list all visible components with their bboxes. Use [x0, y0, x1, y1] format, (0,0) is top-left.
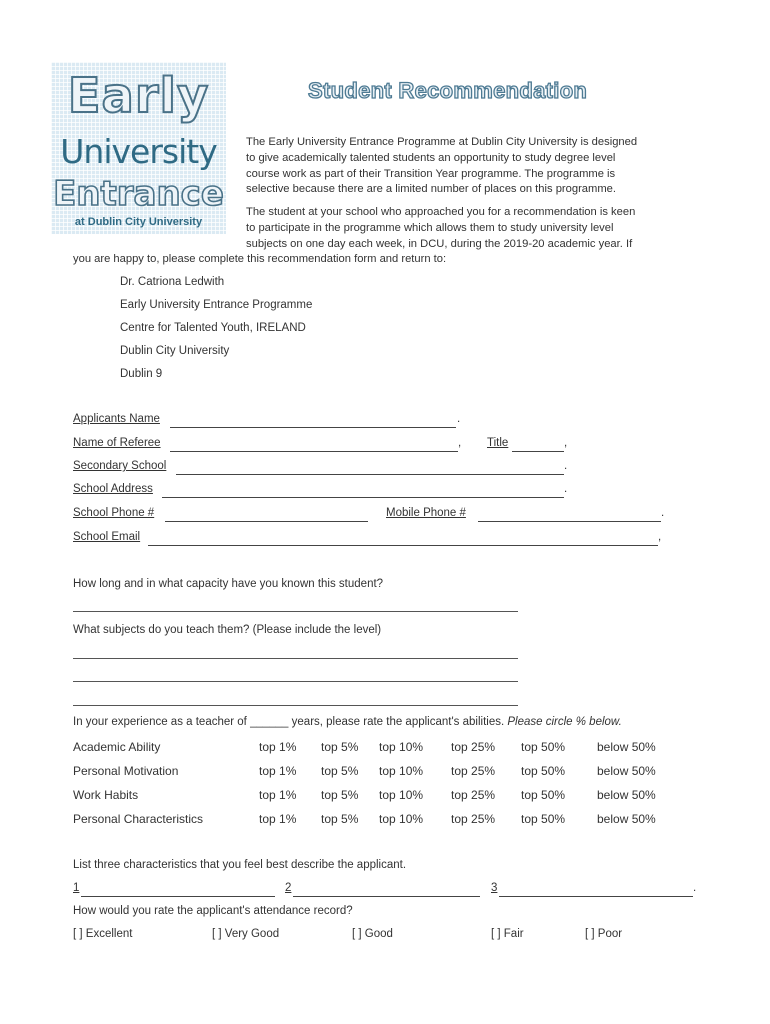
rating-option[interactable]: top 25% — [451, 788, 496, 802]
rating-row — [0, 788, 770, 808]
school-phone-input[interactable] — [165, 521, 368, 522]
attendance-option-very-good[interactable]: [ ] Very Good — [212, 928, 280, 940]
intro-line: subjects on one day each week, in DCU, during the 2019-20 academic year. If — [246, 237, 633, 250]
applicant-name-input[interactable] — [170, 427, 456, 428]
intro-line: to participate in the programme which allows them to study university level — [246, 221, 614, 234]
rating-option[interactable]: top 25% — [451, 740, 496, 754]
rating-option[interactable]: top 10% — [379, 764, 424, 778]
rate-circle-note: Please circle % below. — [507, 716, 622, 728]
referee-name-label: Name of Referee — [73, 437, 161, 449]
attendance-option-poor[interactable]: [ ] Poor — [585, 928, 623, 940]
school-address-label: School Address — [73, 483, 153, 495]
characteristic-2-label: 2 — [285, 882, 292, 894]
rating-option[interactable]: below 50% — [597, 812, 656, 826]
rating-row-label: Personal Characteristics — [73, 812, 204, 826]
rating-row — [0, 812, 770, 832]
school-address-input[interactable] — [162, 497, 564, 498]
rating-option[interactable]: below 50% — [597, 764, 656, 778]
answer-line[interactable] — [73, 705, 518, 706]
address-line-university: Dublin City University — [120, 345, 230, 357]
rating-row-label: Personal Motivation — [73, 764, 179, 778]
punctuation: . — [457, 413, 461, 425]
rating-row-label: Academic Ability — [73, 740, 161, 754]
logo-line-entrance: Entrance — [53, 174, 224, 214]
intro-line: course work as part of their Transition Year programme. The programme is — [246, 167, 616, 180]
school-email-label: School Email — [73, 531, 141, 543]
title-input[interactable] — [512, 451, 564, 452]
address-line-name: Dr. Catriona Ledwith — [120, 276, 225, 288]
question-rate-abilities — [73, 716, 622, 728]
attendance-option-good[interactable]: [ ] Good — [352, 928, 393, 940]
answer-line[interactable] — [73, 681, 518, 682]
intro-line: selective because there are a limited number of places on this programme. — [246, 183, 616, 196]
logo-line-university: University — [60, 132, 217, 171]
intro-line: The Early University Entrance Programme at Dublin City University is designed — [246, 136, 638, 148]
rating-option[interactable]: below 50% — [597, 788, 656, 802]
intro-paragraph-2 — [246, 205, 635, 252]
characteristic-2-input[interactable] — [293, 896, 480, 897]
rate-instruction: In your experience as a teacher of ______ years, please rate the applicant's abilities. — [73, 716, 505, 728]
rating-option[interactable]: top 10% — [379, 788, 424, 802]
rating-row-label: Work Habits — [73, 788, 139, 802]
mobile-phone-input[interactable] — [478, 521, 661, 522]
punctuation: . — [564, 460, 568, 472]
punctuation: . — [661, 507, 665, 519]
punctuation: , — [458, 437, 462, 449]
secondary-school-input[interactable] — [176, 474, 564, 475]
characteristic-3-input[interactable] — [499, 896, 693, 897]
answer-line[interactable] — [73, 611, 518, 612]
intro-line-return-to: you are happy to, please complete this recommendation form and return to: — [73, 253, 447, 265]
applicant-name-label: Applicants Name — [73, 413, 160, 425]
mobile-phone-label: Mobile Phone # — [386, 507, 466, 519]
address-line-city: Dublin 9 — [120, 368, 163, 380]
answer-line[interactable] — [73, 658, 518, 659]
punctuation: , — [564, 437, 568, 449]
attendance-option-fair[interactable]: [ ] Fair — [491, 928, 524, 940]
intro-line: The student at your school who approached you for a recommendation is keen — [246, 206, 636, 218]
rating-option[interactable]: top 50% — [521, 812, 566, 826]
referee-name-input[interactable] — [170, 451, 458, 452]
punctuation: , — [658, 531, 662, 543]
early-university-entrance-logo — [51, 62, 226, 234]
secondary-school-label: Secondary School — [73, 460, 167, 472]
logo-line-dcu: at Dublin City University — [74, 216, 203, 228]
question-characteristics: List three characteristics that you feel best describe the applicant. — [73, 859, 407, 871]
rating-option[interactable]: top 1% — [259, 788, 297, 802]
question-known-student: How long and in what capacity have you known this student? — [73, 578, 384, 590]
attendance-option-excellent[interactable]: [ ] Excellent — [73, 928, 133, 940]
address-line-programme: Early University Entrance Programme — [120, 299, 313, 311]
rating-option[interactable]: top 5% — [321, 764, 359, 778]
rating-option[interactable]: top 5% — [321, 740, 359, 754]
rating-option[interactable]: top 5% — [321, 812, 359, 826]
rating-option[interactable]: top 10% — [379, 812, 424, 826]
characteristic-1-label: 1 — [73, 882, 80, 894]
characteristic-3-label: 3 — [491, 882, 498, 894]
school-email-input[interactable] — [148, 545, 658, 546]
rating-option[interactable]: top 5% — [321, 788, 359, 802]
punctuation: . — [693, 882, 697, 894]
rating-option[interactable]: top 1% — [259, 740, 297, 754]
rating-option[interactable]: top 50% — [521, 788, 566, 802]
address-line-centre: Centre for Talented Youth, IRELAND — [120, 322, 306, 334]
rating-option[interactable]: top 10% — [379, 740, 424, 754]
rating-row — [0, 740, 770, 760]
rating-option[interactable]: top 1% — [259, 764, 297, 778]
punctuation: . — [564, 483, 568, 495]
school-phone-label: School Phone # — [73, 507, 155, 519]
title-label: Title — [487, 437, 509, 449]
characteristic-1-input[interactable] — [81, 896, 275, 897]
rating-option[interactable]: below 50% — [597, 740, 656, 754]
rating-option[interactable]: top 50% — [521, 764, 566, 778]
rating-option[interactable]: top 50% — [521, 740, 566, 754]
rating-option[interactable]: top 1% — [259, 812, 297, 826]
rating-option[interactable]: top 25% — [451, 764, 496, 778]
question-attendance: How would you rate the applicant's attendance record? — [73, 905, 353, 917]
question-subjects: What subjects do you teach them? (Please include the level) — [73, 624, 382, 636]
intro-paragraph-1 — [246, 135, 637, 198]
intro-line: to give academically talented students an opportunity to study degree level — [246, 151, 616, 164]
rating-row — [0, 764, 770, 784]
rating-option[interactable]: top 25% — [451, 812, 496, 826]
page-title: Student Recommendation — [308, 78, 588, 103]
logo-line-early: Early — [67, 68, 210, 124]
